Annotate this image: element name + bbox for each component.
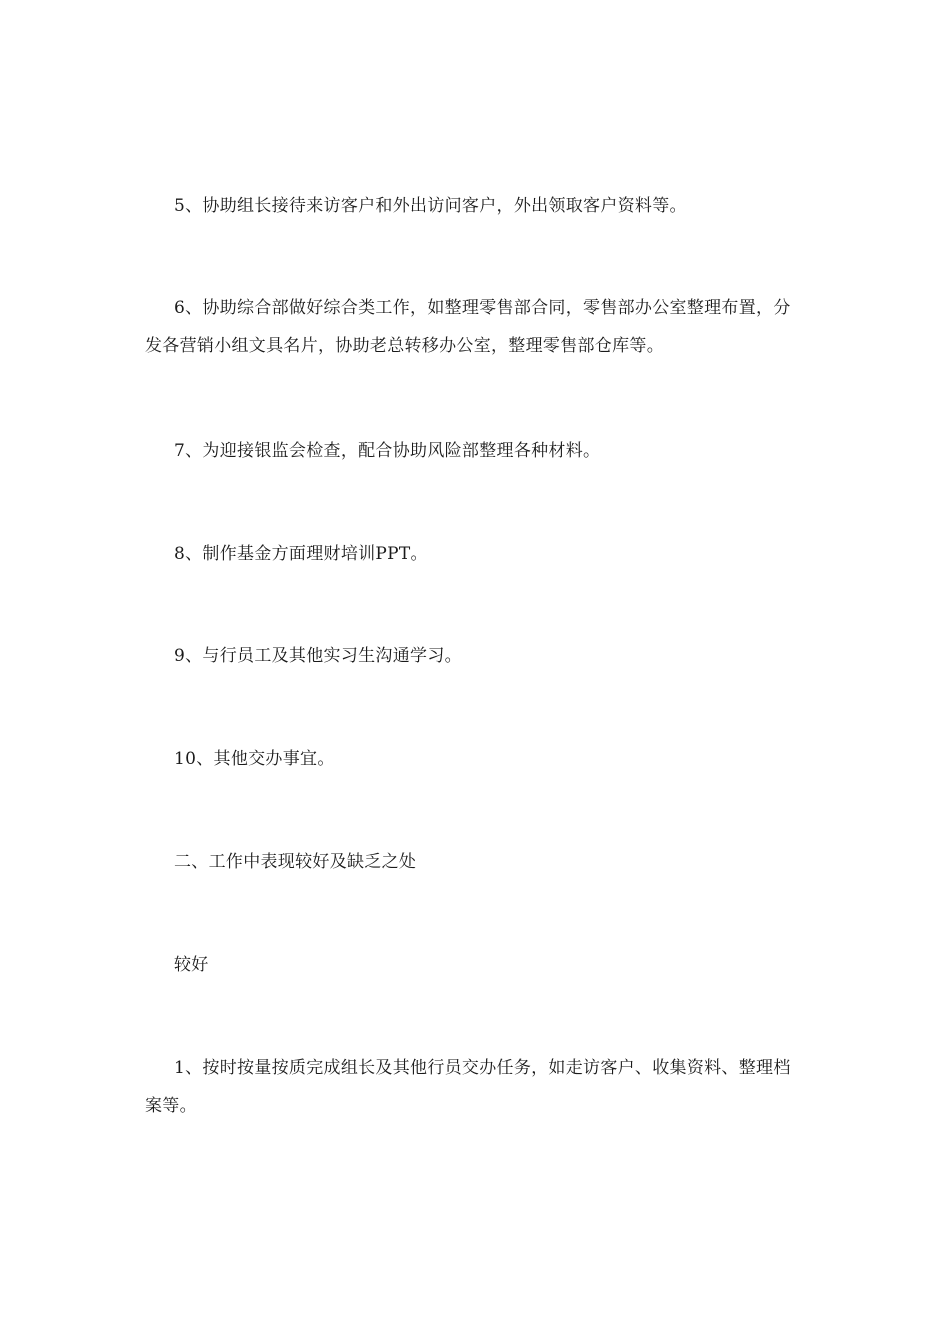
- paragraph-item-10: 10、其他交办事宜。: [174, 749, 335, 769]
- paragraph-item-5: 5、协助组长接待来访客户和外出访问客户，外出领取客户资料等。: [174, 196, 687, 216]
- subsection-heading: 较好: [174, 955, 209, 975]
- section-heading: 二、工作中表现较好及缺乏之处: [174, 852, 417, 872]
- paragraph-item-6: 6、协助综合部做好综合类工作，如整理零售部合同，零售部办公室整理布置，分发各营销小组文具名片，协助老总转移办公室，整理零售部仓库等。: [145, 298, 791, 356]
- paragraph-item-8: 8、制作基金方面理财培训PPT。: [174, 544, 428, 564]
- paragraph-item-7: 7、为迎接银监会检查，配合协助风险部整理各种材料。: [174, 441, 601, 461]
- paragraph-good-1: 1、按时按量按质完成组长及其他行员交办任务，如走访客户、收集资料、整理档案等。: [145, 1058, 791, 1116]
- paragraph-item-9: 9、与行员工及其他实习生沟通学习。: [174, 646, 462, 666]
